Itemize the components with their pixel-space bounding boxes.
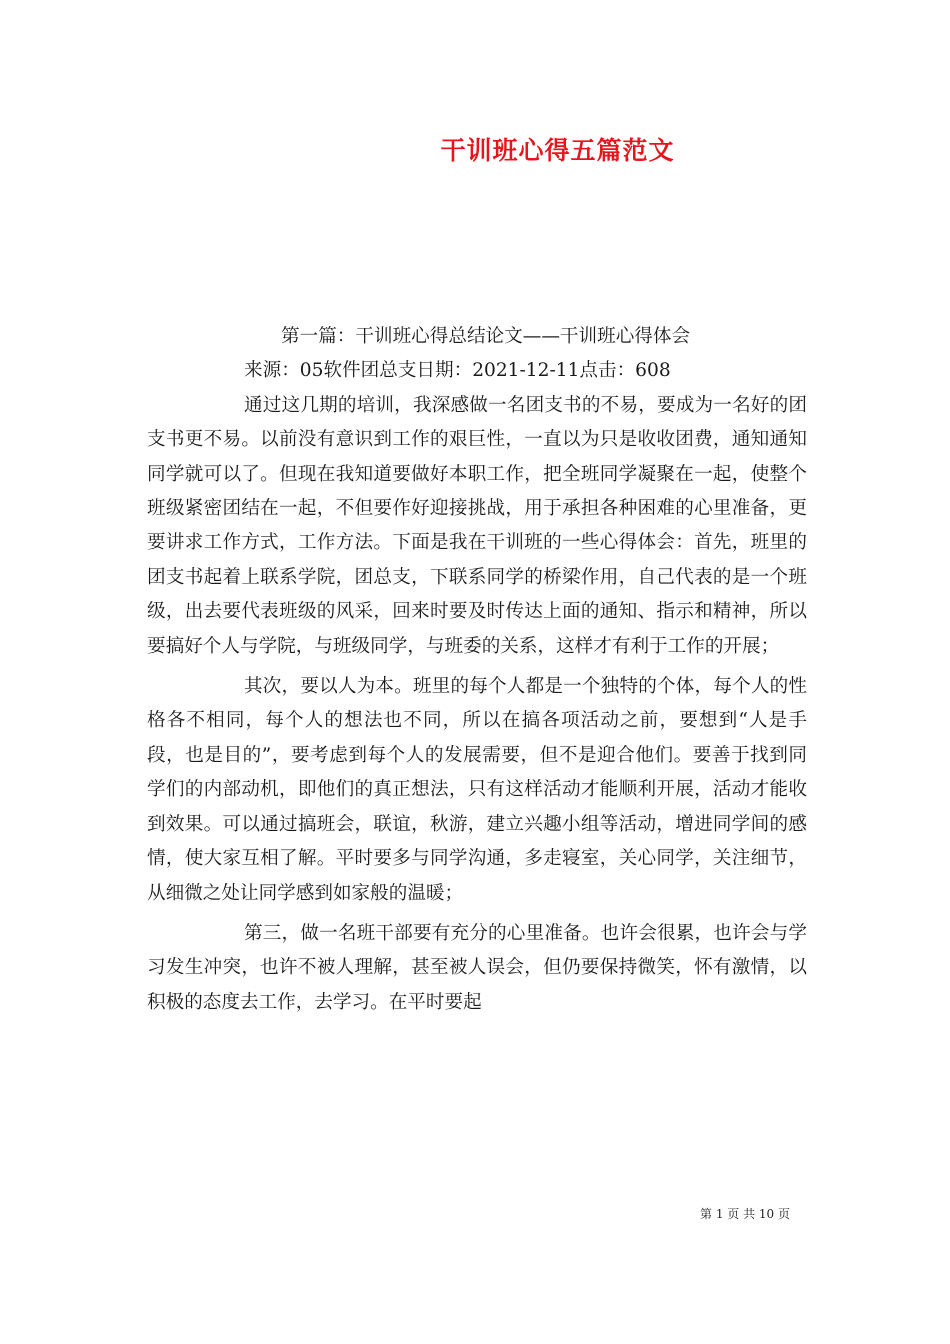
page-number-footer: 第 1 页 共 10 页 — [700, 1207, 790, 1221]
paragraph-1: 通过这几期的培训，我深感做一名团支书的不易，要成为一名好的团支书更不易。以前没有意识到工作的艰巨性，一直以为只是收收团费，通知通知同学就可以了。但现在我知道要做好本职工作，把全班同学凝聚在一起，使整个班级紧密团结在一起，不但要作好迎接挑战，用于承担各种困难的心里准备，更要讲求工作方式，工作方法。下面是我在干训班的一些心得体会：首先，班里的团支书起着上联系学院，团总支，下联系同学的桥梁作用，自己代表的是一个班级，出去要代表班级的风采，回来时要及时传达上面的通知、指示和精神，所以要搞好个人与学院，与班级同学，与班委的关系，这样才有利于工作的开展； — [147, 394, 807, 657]
paragraph-3: 第三，做一名班干部要有充分的心里准备。也许会很累，也许会与学习发生冲突，也许不被人理解，甚至被人误会，但仍要保持微笑，怀有激情，以积极的态度去工作，去学习。在平时要起 — [147, 922, 807, 1013]
document-body — [147, 320, 807, 1020]
section-heading: 第一篇：干训班心得总结论文——干训班心得体会 — [281, 326, 691, 347]
document-title: 干训班心得五篇范文 — [440, 136, 675, 165]
paragraph-2: 其次，要以人为本。班里的每个人都是一个独特的个体，每个人的性格各不相同，每个人的想法也不同，所以在搞各项活动之前，要想到“人是手段，也是目的”，要考虑到每个人的发展需要，但不是迎合他们。要善于找到同学们的内部动机，即他们的真正想法，只有这样活动才能顺利开展，活动才能收到效果。可以通过搞班会，联谊，秋游，建立兴趣小组等活动，增进同学间的感情，使大家互相了解。平时要多与同学沟通，多走寝室，关心同学，关注细节，从细微之处让同学感到如家般的温暖； — [147, 676, 807, 904]
source-line: 来源：05软件团总支日期：2021-12-11点击：608 — [244, 360, 671, 382]
